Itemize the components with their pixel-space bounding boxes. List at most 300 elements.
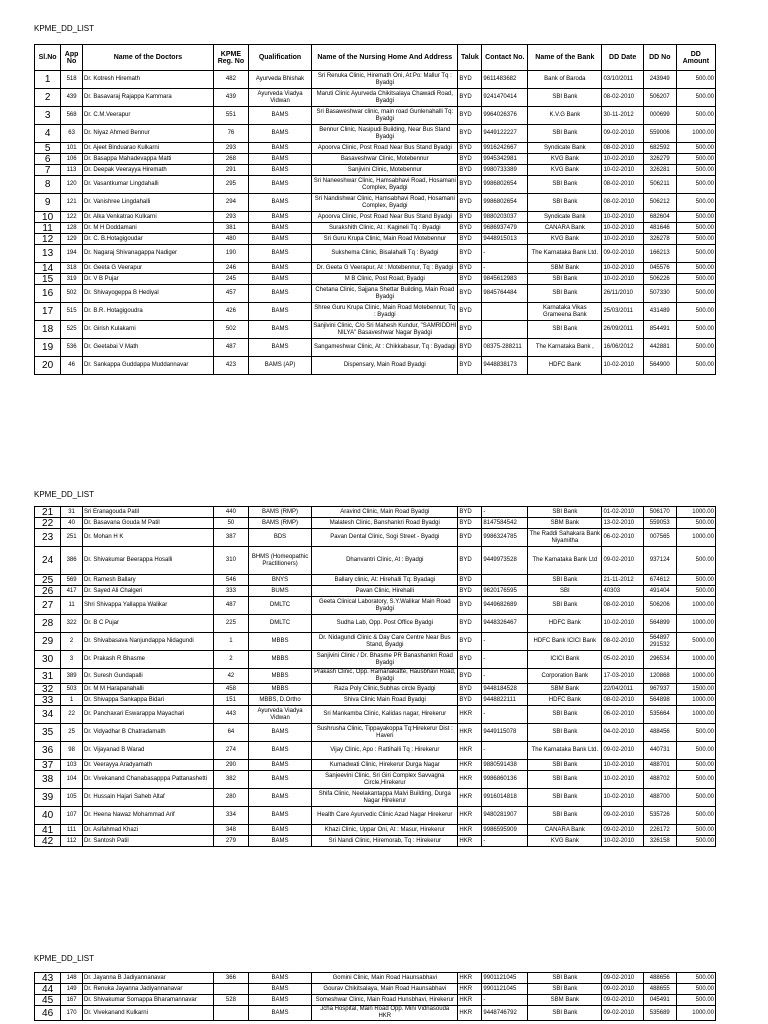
table-row — [35, 706, 716, 724]
cell-doctor-name: Dr. Panchaxari Eswarappa Mayachari — [83, 706, 214, 724]
cell-dd-no: 674612 — [643, 575, 676, 586]
cell-doctor-name: Dr. Shivakumar Somappa Bharamannavar — [83, 995, 214, 1006]
cell-nursing-home-address: Sri Basaweshwar clinic, main road Gunlenahalli Tq: Byadgi — [312, 107, 458, 125]
table-row — [35, 234, 716, 245]
cell-contact-no: - — [482, 263, 528, 274]
cell-kpme-reg-no: 50 — [213, 518, 248, 529]
cell-dd-no: 564898 — [643, 695, 676, 706]
cell-dd-amount: 500.00 — [676, 984, 715, 995]
cell-sl-no: 2 — [35, 89, 61, 107]
cell-dd-amount: 1500.00 — [676, 684, 715, 695]
cell-qualification: DMLTC — [248, 597, 311, 615]
table-row — [35, 339, 716, 357]
cell-sl-no: 41 — [35, 825, 61, 836]
cell-qualification: BAMS — [248, 263, 311, 274]
cell-nursing-home-address: Maruti Clinic Ayurveda Chikitsalaya Chawadi Road, Byadgi — [312, 89, 458, 107]
cell-nursing-home-address: Aravind Clinic, Main Road Byadgi — [312, 507, 458, 518]
cell-contact-no: 9448838173 — [482, 357, 528, 375]
cell-dd-no: 564899 — [643, 615, 676, 633]
cell-qualification: BAMS — [248, 154, 311, 165]
cell-sl-no: 45 — [35, 995, 61, 1006]
cell-dd-amount: 500.00 — [676, 234, 715, 245]
cell-doctor-name: Dr. Hussain Hajari Saheb Altaf — [83, 789, 214, 807]
table-header-row — [35, 45, 716, 71]
cell-sl-no: 26 — [35, 586, 61, 597]
cell-dd-date: 08-02-2010 — [602, 143, 643, 154]
cell-sl-no: 5 — [35, 143, 61, 154]
cell-contact-no: - — [482, 651, 528, 669]
header-sl-no: Sl.No — [35, 45, 61, 71]
cell-doctor-name: Dr. Ramesh Ballary — [83, 575, 214, 586]
table-row — [35, 836, 716, 847]
table-row — [35, 89, 716, 107]
cell-sl-no: 10 — [35, 212, 61, 223]
cell-doctor-name: Dr. Alka Venkatrao Kulkarni — [83, 212, 214, 223]
cell-taluk: BYD — [458, 507, 482, 518]
cell-doctor-name: Dr. Renuka Jayanna Jadiyannanavar — [83, 984, 214, 995]
cell-taluk: BYD — [458, 223, 482, 234]
cell-dd-no: 564897 291532 — [643, 633, 676, 651]
table-row — [35, 321, 716, 339]
cell-kpme-reg-no: 225 — [213, 615, 248, 633]
cell-nursing-home-address: Dr. Geeta G Veerapur, At : Motebennur, Tq : Byadgi — [312, 263, 458, 274]
cell-contact-no: - — [482, 995, 528, 1006]
cell-dd-date: 10-02-2010 — [602, 223, 643, 234]
cell-bank-name: SBI Bank — [528, 771, 602, 789]
cell-dd-amount: 500.00 — [676, 836, 715, 847]
table-row — [35, 194, 716, 212]
cell-nursing-home-address: Sukshema Clinic, Bisalahalli Tq : Byadgi — [312, 245, 458, 263]
cell-dd-date: 10-02-2010 — [602, 165, 643, 176]
header-contact-no: Contact No. — [482, 45, 528, 71]
cell-dd-date: 09-02-2010 — [602, 1006, 643, 1021]
cell-bank-name: HDFC Bank — [528, 615, 602, 633]
cell-sl-no: 4 — [35, 125, 61, 143]
cell-qualification: MBBS — [248, 669, 311, 684]
cell-kpme-reg-no: 310 — [213, 547, 248, 575]
cell-dd-amount: 500.00 — [676, 789, 715, 807]
cell-app-no: 25 — [61, 724, 83, 742]
cell-doctor-name: Dr. Vasantkumar Lingdahalli — [83, 176, 214, 194]
cell-kpme-reg-no: 482 — [213, 71, 248, 89]
cell-dd-no: 535689 — [643, 1006, 676, 1021]
cell-dd-no: 854491 — [643, 321, 676, 339]
cell-qualification: BAMS — [248, 973, 311, 984]
table-row — [35, 825, 716, 836]
cell-sl-no: 36 — [35, 742, 61, 760]
cell-contact-no: 9880203037 — [482, 212, 528, 223]
cell-contact-no: 9916242667 — [482, 143, 528, 154]
cell-taluk: BYD — [458, 263, 482, 274]
cell-doctor-name: Dr. Jayanna B Jadiyannanavar — [83, 973, 214, 984]
cell-nursing-home-address: Dr. Nidagundi Clinic & Day Care Centre Near Bus Stand, Byadgi — [312, 633, 458, 651]
cell-dd-amount: 1000.00 — [676, 507, 715, 518]
cell-nursing-home-address: Someshwar Clinic, Main Road Hunsbhavi, Hirekerur — [312, 995, 458, 1006]
cell-nursing-home-address: Malatesh Clinic, Banshankri Road Byadgi — [312, 518, 458, 529]
table-row — [35, 547, 716, 575]
cell-qualification: BAMS — [248, 303, 311, 321]
cell-dd-no: 120868 — [643, 669, 676, 684]
cell-taluk: BYD — [458, 303, 482, 321]
cell-doctor-name: Dr. Niyaz Ahmed Bennur — [83, 125, 214, 143]
cell-doctor-name: Dr. Sankappa Guddappa Muddannavar — [83, 357, 214, 375]
table-row — [35, 695, 716, 706]
table-row — [35, 742, 716, 760]
cell-qualification: Ayurveda Viadya Vidwan — [248, 89, 311, 107]
cell-kpme-reg-no: 76 — [213, 125, 248, 143]
cell-kpme-reg-no: 443 — [213, 706, 248, 724]
cell-bank-name: SBI Bank — [528, 724, 602, 742]
cell-sl-no: 16 — [35, 285, 61, 303]
cell-dd-amount: 500.00 — [676, 518, 715, 529]
cell-app-no: 46 — [61, 357, 83, 375]
cell-contact-no: 8147584542 — [482, 518, 528, 529]
cell-dd-no: 506170 — [643, 507, 676, 518]
cell-bank-name: HDFC Bank ICICI Bank — [528, 633, 602, 651]
cell-doctor-name: Dr. Prakash R Bhasme — [83, 651, 214, 669]
table-row — [35, 586, 716, 597]
cell-dd-no: 559006 — [643, 125, 676, 143]
cell-app-no: 536 — [61, 339, 83, 357]
cell-taluk: BYD — [458, 89, 482, 107]
cell-taluk: BYD — [458, 165, 482, 176]
cell-dd-amount: 1000.00 — [676, 615, 715, 633]
cell-taluk: HKR — [458, 807, 482, 825]
cell-dd-date: 10-02-2010 — [602, 615, 643, 633]
cell-taluk: BYD — [458, 234, 482, 245]
cell-qualification: BAMS — [248, 285, 311, 303]
cell-taluk: BYD — [458, 575, 482, 586]
cell-bank-name: ICICI Bank — [528, 651, 602, 669]
cell-bank-name: Karnataka Vikas Grameena Bank — [528, 303, 602, 321]
cell-qualification: BAMS — [248, 176, 311, 194]
cell-dd-amount: 500.00 — [676, 771, 715, 789]
cell-sl-no: 15 — [35, 274, 61, 285]
cell-kpme-reg-no: 348 — [213, 825, 248, 836]
cell-dd-date: 08-02-2010 — [602, 194, 643, 212]
cell-nursing-home-address: Kumadwati Clinic, Hirekerur Durga Nagar — [312, 760, 458, 771]
cell-kpme-reg-no: 387 — [213, 529, 248, 547]
table-section-1 — [34, 44, 716, 375]
cell-nursing-home-address: Gomini Clinic, Main Road Haunsabhavi — [312, 973, 458, 984]
cell-dd-amount: 1000.00 — [676, 651, 715, 669]
cell-doctor-name: Dr. Vivekanand Chanabasapppa Pattanashetti — [83, 771, 214, 789]
cell-app-no: 525 — [61, 321, 83, 339]
cell-qualification: BAMS — [248, 995, 311, 1006]
cell-dd-date: 26/11/2010 — [602, 285, 643, 303]
cell-dd-amount: 500.00 — [676, 303, 715, 321]
cell-app-no: 318 — [61, 263, 83, 274]
cell-dd-date: 26/09/2011 — [602, 321, 643, 339]
cell-qualification: BAMS (RMP) — [248, 518, 311, 529]
cell-qualification: BNYS — [248, 575, 311, 586]
cell-dd-date: 09-02-2010 — [602, 973, 643, 984]
cell-dd-no: 045576 — [643, 263, 676, 274]
cell-dd-date: 09-02-2010 — [602, 547, 643, 575]
cell-app-no: 251 — [61, 529, 83, 547]
cell-qualification: BAMS — [248, 321, 311, 339]
cell-dd-date: 09-02-2010 — [602, 742, 643, 760]
cell-app-no: 122 — [61, 212, 83, 223]
cell-doctor-name: Dr. M M Harapanahalli — [83, 684, 214, 695]
cell-qualification: BAMS — [248, 724, 311, 742]
cell-taluk: HKR — [458, 742, 482, 760]
table-row — [35, 165, 716, 176]
cell-dd-no: 937124 — [643, 547, 676, 575]
cell-dd-no: 564900 — [643, 357, 676, 375]
cell-contact-no: 9448184528 — [482, 684, 528, 695]
cell-taluk: BYD — [458, 143, 482, 154]
cell-dd-date: 10-02-2010 — [602, 789, 643, 807]
cell-bank-name: Corporation Bank — [528, 669, 602, 684]
cell-sl-no: 7 — [35, 165, 61, 176]
cell-kpme-reg-no: 528 — [213, 995, 248, 1006]
cell-doctor-name: Dr. Basavaraj Rajappa Kammara — [83, 89, 214, 107]
table-row — [35, 176, 716, 194]
page-label: KPME_DD_LIST — [34, 490, 95, 499]
table-row — [35, 263, 716, 274]
cell-taluk: BYD — [458, 194, 482, 212]
cell-dd-amount: 500.00 — [676, 547, 715, 575]
cell-kpme-reg-no: 64 — [213, 724, 248, 742]
table-row — [35, 143, 716, 154]
cell-dd-no: 045491 — [643, 995, 676, 1006]
cell-app-no: 111 — [61, 825, 83, 836]
header-doctor-name: Name of the Doctors — [83, 45, 214, 71]
cell-nursing-home-address: Geeta Clinical Laboratory, S.Y.Walikar Main Road Byadgi — [312, 597, 458, 615]
cell-sl-no: 35 — [35, 724, 61, 742]
table-section-2 — [34, 506, 716, 847]
table-row — [35, 724, 716, 742]
cell-dd-date: 09-02-2010 — [602, 995, 643, 1006]
cell-taluk: BYD — [458, 597, 482, 615]
cell-doctor-name: Sri Eranagouda Patil — [83, 507, 214, 518]
cell-dd-amount: 500.00 — [676, 176, 715, 194]
cell-app-no: 107 — [61, 807, 83, 825]
cell-nursing-home-address: Dispensary, Main Road Byadgi — [312, 357, 458, 375]
cell-app-no: 113 — [61, 165, 83, 176]
cell-doctor-name: Shri Shivappa Yallappa Walikar — [83, 597, 214, 615]
cell-qualification: BAMS — [248, 742, 311, 760]
cell-taluk: BYD — [458, 695, 482, 706]
cell-app-no: 31 — [61, 507, 83, 518]
cell-dd-date: 10-02-2010 — [602, 212, 643, 223]
cell-dd-amount: 1000.00 — [676, 1006, 715, 1021]
cell-app-no: 568 — [61, 107, 83, 125]
cell-dd-no: 488656 — [643, 973, 676, 984]
cell-sl-no: 21 — [35, 507, 61, 518]
cell-dd-no: 007565 — [643, 529, 676, 547]
cell-dd-date: 25/03/2011 — [602, 303, 643, 321]
cell-app-no: 389 — [61, 669, 83, 684]
cell-dd-date: 09-02-2010 — [602, 984, 643, 995]
cell-sl-no: 23 — [35, 529, 61, 547]
cell-qualification: BAMS — [248, 125, 311, 143]
cell-qualification: BAMS — [248, 223, 311, 234]
cell-dd-date: 08-02-2010 — [602, 695, 643, 706]
cell-nursing-home-address: Shiva Clinic Main Road Byadgi — [312, 695, 458, 706]
cell-contact-no: - — [482, 669, 528, 684]
cell-dd-amount: 500.00 — [676, 724, 715, 742]
cell-taluk: BYD — [458, 633, 482, 651]
cell-dd-amount: 500.00 — [676, 285, 715, 303]
cell-dd-amount: 500.00 — [676, 321, 715, 339]
cell-sl-no: 19 — [35, 339, 61, 357]
cell-dd-no: 481646 — [643, 223, 676, 234]
cell-dd-amount: 500.00 — [676, 194, 715, 212]
cell-dd-no: 559053 — [643, 518, 676, 529]
cell-kpme-reg-no: 439 — [213, 89, 248, 107]
cell-taluk: BYD — [458, 547, 482, 575]
cell-sl-no: 13 — [35, 245, 61, 263]
cell-nursing-home-address: Khazi Clinic, Uppar Oni, At : Masur, Hirekerur — [312, 825, 458, 836]
cell-doctor-name: Dr. Basappa Mahadevappa Matti — [83, 154, 214, 165]
table-row — [35, 303, 716, 321]
cell-bank-name: SBI Bank — [528, 285, 602, 303]
header-dd-no: DD No — [643, 45, 676, 71]
cell-qualification: BAMS — [248, 143, 311, 154]
cell-nursing-home-address: Surakshith Clinic, At : Kagineli Tq : Byadgi — [312, 223, 458, 234]
cell-nursing-home-address: Gourav Chikitsalaya, Main Road Haunsabhavi — [312, 984, 458, 995]
cell-dd-date: 06-02-2010 — [602, 529, 643, 547]
cell-bank-name: SBI Bank — [528, 176, 602, 194]
cell-doctor-name: Dr. Girish Kulakarni — [83, 321, 214, 339]
cell-taluk: HKR — [458, 1006, 482, 1021]
cell-qualification: BDS — [248, 529, 311, 547]
cell-taluk: HKR — [458, 984, 482, 995]
cell-qualification: BAMS — [248, 836, 311, 847]
cell-dd-no: 488456 — [643, 724, 676, 742]
cell-sl-no: 3 — [35, 107, 61, 125]
cell-qualification: BAMS (AP) — [248, 357, 311, 375]
cell-kpme-reg-no: 487 — [213, 339, 248, 357]
cell-qualification: Ayurveda Bhishak — [248, 71, 311, 89]
cell-kpme-reg-no: 190 — [213, 245, 248, 263]
cell-qualification: BAMS — [248, 107, 311, 125]
cell-dd-date: 13-02-2010 — [602, 518, 643, 529]
cell-dd-date: 10-02-2010 — [602, 274, 643, 285]
cell-sl-no: 40 — [35, 807, 61, 825]
cell-sl-no: 11 — [35, 223, 61, 234]
cell-kpme-reg-no: 291 — [213, 165, 248, 176]
cell-bank-name: SBI Bank — [528, 973, 602, 984]
cell-qualification: BAMS (RMP) — [248, 507, 311, 518]
cell-dd-no: 682604 — [643, 212, 676, 223]
cell-bank-name: CANARA Bank — [528, 825, 602, 836]
cell-nursing-home-address: Pavan Clinic, Hirehalli — [312, 586, 458, 597]
cell-nursing-home-address: Sanjeevini Clinic, Sri Giri Complex Savvagna Circle,Hirekerur — [312, 771, 458, 789]
cell-taluk: HKR — [458, 760, 482, 771]
cell-kpme-reg-no: 245 — [213, 274, 248, 285]
cell-contact-no: 9241470414 — [482, 89, 528, 107]
cell-dd-date: 22/04/2011 — [602, 684, 643, 695]
cell-app-no: 63 — [61, 125, 83, 143]
cell-contact-no: - — [482, 245, 528, 263]
table-section-3 — [34, 972, 716, 1021]
cell-dd-amount: 500.00 — [676, 825, 715, 836]
cell-app-no: 148 — [61, 973, 83, 984]
header-dd-date: DD Date — [602, 45, 643, 71]
cell-nursing-home-address: Shree Guru Krupa Clinic, Main Road Motebennur, Tq : Byadgi — [312, 303, 458, 321]
cell-doctor-name: Dr. Vijayanad B Warad — [83, 742, 214, 760]
cell-app-no: 439 — [61, 89, 83, 107]
cell-contact-no: 9964026376 — [482, 107, 528, 125]
cell-dd-date: 08-02-2010 — [602, 176, 643, 194]
cell-doctor-name: Dr. M H Doddamani — [83, 223, 214, 234]
cell-dd-date: 16/06/2012 — [602, 339, 643, 357]
cell-doctor-name: Dr. Santosh Patil — [83, 836, 214, 847]
cell-sl-no: 30 — [35, 651, 61, 669]
table-row — [35, 984, 716, 995]
cell-contact-no: 9980733389 — [482, 165, 528, 176]
cell-app-no: 128 — [61, 223, 83, 234]
cell-bank-name: SBI Bank — [528, 507, 602, 518]
cell-sl-no: 43 — [35, 973, 61, 984]
cell-kpme-reg-no: 151 — [213, 695, 248, 706]
cell-dd-no: 506211 — [643, 176, 676, 194]
cell-app-no: 11 — [61, 597, 83, 615]
cell-app-no: 170 — [61, 1006, 83, 1021]
table-row — [35, 1006, 716, 1021]
cell-nursing-home-address: Basaveshwar Clinic, Motebennur — [312, 154, 458, 165]
cell-taluk: HKR — [458, 995, 482, 1006]
cell-dd-amount: 500.00 — [676, 143, 715, 154]
cell-qualification: Ayurveda Viadya Vidwan — [248, 706, 311, 724]
cell-app-no: 22 — [61, 706, 83, 724]
cell-dd-no: 243949 — [643, 71, 676, 89]
cell-doctor-name: Dr. B.R. Hotagigoudra — [83, 303, 214, 321]
table-row — [35, 807, 716, 825]
cell-taluk: BYD — [458, 154, 482, 165]
table-row — [35, 154, 716, 165]
cell-doctor-name: Dr. Shivabasava Nanjundappa Nidagundi — [83, 633, 214, 651]
cell-sl-no: 20 — [35, 357, 61, 375]
cell-kpme-reg-no: 457 — [213, 285, 248, 303]
cell-dd-amount: 500.00 — [676, 760, 715, 771]
cell-bank-name: KVG Bank — [528, 165, 602, 176]
cell-sl-no: 9 — [35, 194, 61, 212]
cell-doctor-name: Dr. Shivakumar Beerappa Hosalli — [83, 547, 214, 575]
cell-doctor-name: Dr. Deepak Veerayya Hiremath — [83, 165, 214, 176]
cell-contact-no: 9986860136 — [482, 771, 528, 789]
cell-contact-no: 9611483682 — [482, 71, 528, 89]
cell-contact-no: - — [482, 836, 528, 847]
page-label: KPME_DD_LIST — [34, 954, 95, 963]
cell-sl-no: 39 — [35, 789, 61, 807]
cell-qualification: BAMS — [248, 825, 311, 836]
cell-contact-no: - — [482, 706, 528, 724]
cell-kpme-reg-no: 502 — [213, 321, 248, 339]
table-row — [35, 125, 716, 143]
cell-app-no: 121 — [61, 194, 83, 212]
cell-dd-amount: 5000.00 — [676, 633, 715, 651]
cell-sl-no: 18 — [35, 321, 61, 339]
cell-sl-no: 27 — [35, 597, 61, 615]
cell-doctor-name: Dr. Vidyadhar B Chatradamath — [83, 724, 214, 742]
table-row — [35, 684, 716, 695]
cell-dd-amount: 500.00 — [676, 357, 715, 375]
cell-dd-no: 488655 — [643, 984, 676, 995]
cell-contact-no — [482, 303, 528, 321]
cell-doctor-name: Dr. Geeta G Veerapur — [83, 263, 214, 274]
cell-kpme-reg-no: 290 — [213, 760, 248, 771]
header-dd-amount: DD Amount — [676, 45, 715, 71]
cell-sl-no: 17 — [35, 303, 61, 321]
cell-dd-date: 10-02-2010 — [602, 263, 643, 274]
cell-doctor-name: Dr. V B Pujar — [83, 274, 214, 285]
cell-qualification: BAMS — [248, 807, 311, 825]
cell-contact-no: - — [482, 742, 528, 760]
